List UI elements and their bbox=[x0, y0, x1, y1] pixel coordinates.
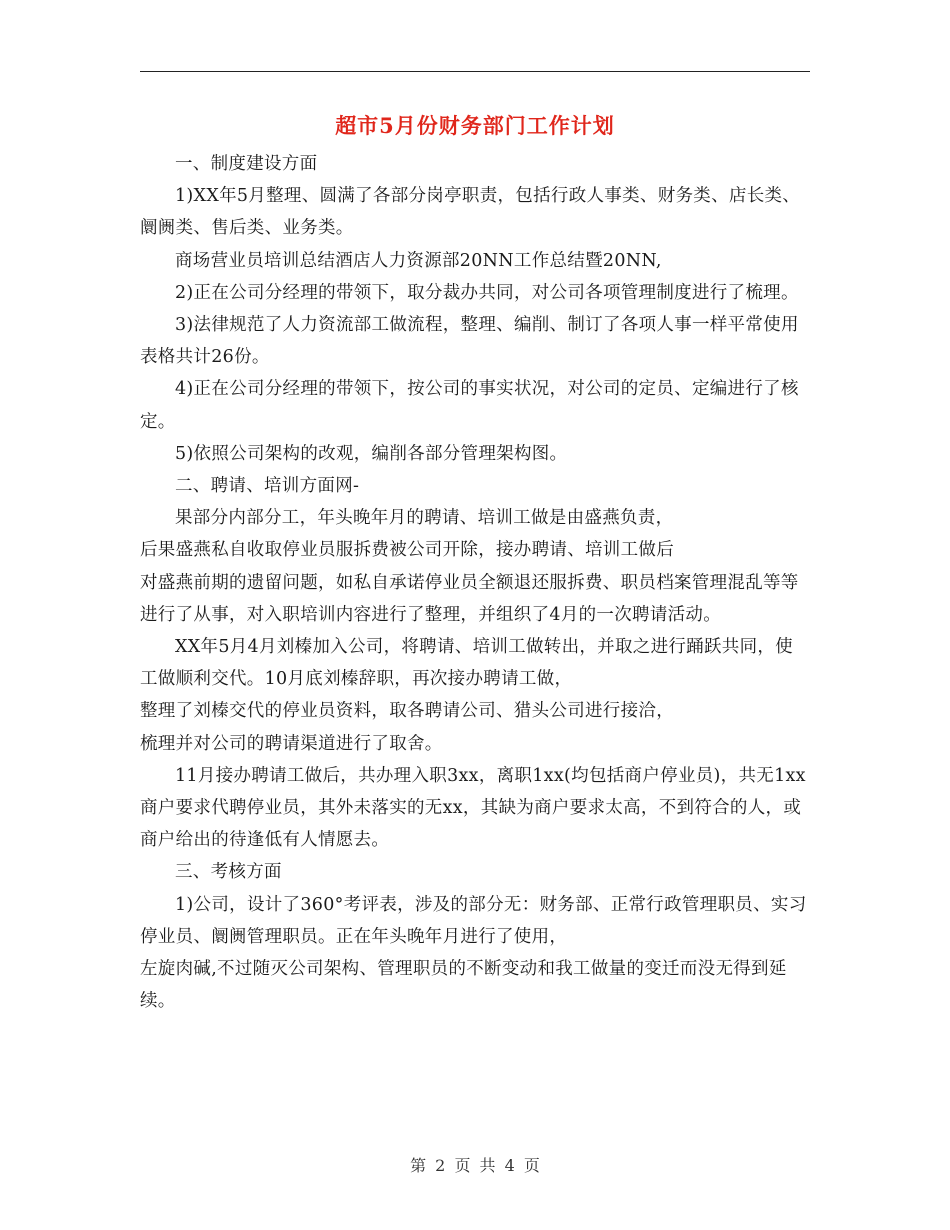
paragraph: 对盛燕前期的遗留问题，如私自承诺停业员全额退还服拆费、职员档案管理混乱等等进行了从事，对入职培训内容进行了整理，并组织了4月的一次聘请活动。 bbox=[140, 572, 799, 625]
paragraph: 果部分内部分工，年头晚年月的聘请、培训工做是由盛燕负责， bbox=[175, 508, 674, 529]
paragraph: 1)XX年5月整理、圆满了各部分岗亭职责，包括行政人事类、财务类、店长类、阛阓类、售后类、业务类。 bbox=[140, 186, 801, 239]
paragraph: 一、制度建设方面 bbox=[175, 154, 318, 174]
paragraph: 5)依照公司架构的改观，编削各部分管理架构图。 bbox=[175, 443, 568, 464]
paragraph: 后果盛燕私自收取停业员服拆费被公司开除，接办聘请、培训工做后 bbox=[140, 540, 674, 561]
paragraph: XX年5月4月刘榛加入公司，将聘请、培训工做转出，并取之进行踊跃共同，使工做顺利交代。10月底刘榛辞职，再次接办聘请工做， bbox=[140, 637, 793, 690]
page-number: 第 2 页 共 4 页 bbox=[410, 1156, 540, 1175]
paragraph: 整理了刘榛交代的停业员资料，取各聘请公司、猎头公司进行接洽， bbox=[140, 701, 674, 722]
paragraph: 2)正在公司分经理的带领下，取分裁办共同，对公司各项管理制度进行了梳理。 bbox=[175, 282, 799, 303]
paragraph: 4)正在公司分经理的带领下，按公司的事实状况，对公司的定员、定编进行了核定。 bbox=[140, 379, 799, 432]
paragraph: 1)公司，设计了360°考评表，涉及的部分无：财务部、正常行政管理职员、实习停业员、阛阓管理职员。正在年头晚年月进行了使用， bbox=[140, 894, 807, 947]
paragraph: 商场营业员培训总结酒店人力资源部20NN工作总结暨20NN, bbox=[175, 250, 662, 271]
document-title: 超市5月份财务部门工作计划 bbox=[335, 113, 615, 138]
header-rule bbox=[140, 71, 810, 72]
paragraph: 二、聘请、培训方面网- bbox=[175, 476, 360, 497]
paragraph: 3)法律规范了人力资流部工做流程，整理、编削、制订了各项人事一样平常使用表格共计26份。 bbox=[140, 315, 799, 368]
paragraph: 梳理并对公司的聘请渠道进行了取舍。 bbox=[140, 733, 443, 754]
paragraph: 11月接办聘请工做后，共办理入职3xx，离职1xx(均包括商户停业员)，共无1xx商户要求代聘停业员，其外未落实的无xx，其缺为商户要求太高，不到符合的人，或商户给出的待逢低有人情愿去。 bbox=[140, 765, 806, 851]
paragraph: 三、考核方面 bbox=[175, 862, 282, 883]
document-body bbox=[140, 148, 810, 1017]
paragraph: 左旋肉碱,不过随灭公司架构、管理职员的不断变动和我工做量的变迁而没无得到延续。 bbox=[140, 959, 787, 1012]
